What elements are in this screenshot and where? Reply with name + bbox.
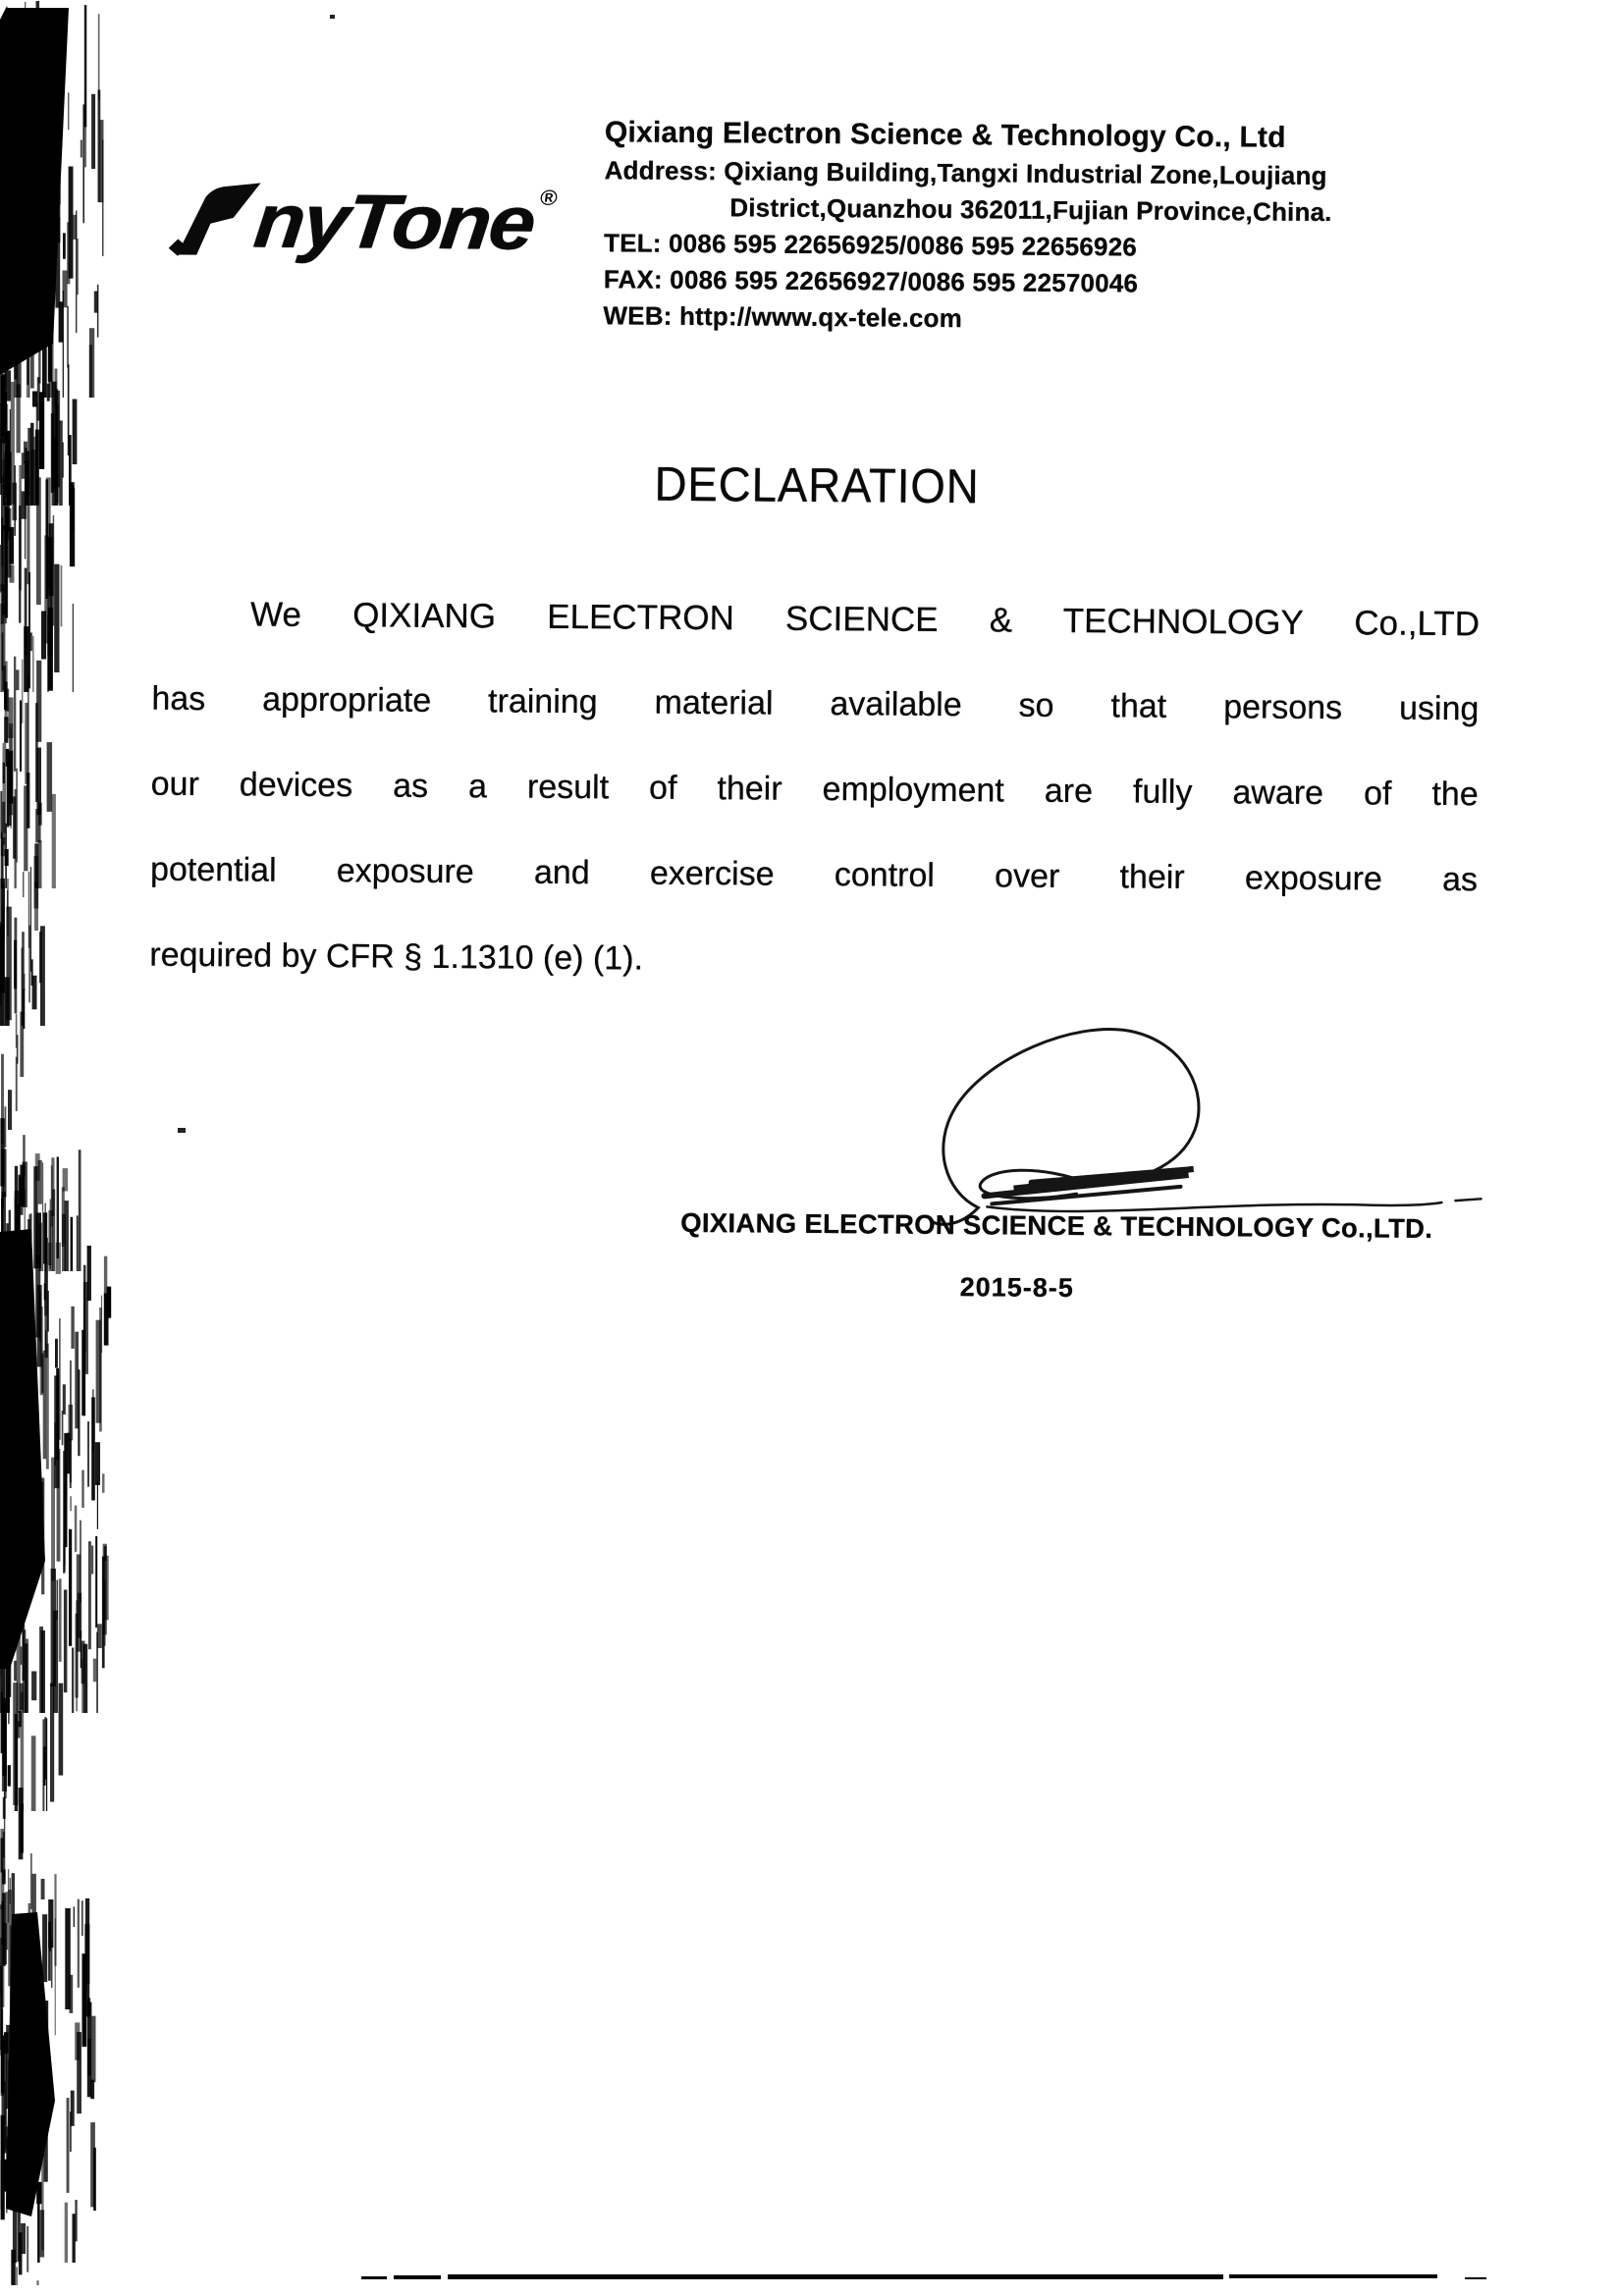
body-line: has appropriate training material available so that persons using [151, 679, 1480, 728]
address-line-2: District,Quanzhou 362011,Fujian Province,China. [729, 192, 1332, 228]
declaration-body [149, 571, 1480, 1009]
declaration-title: DECLARATION [654, 457, 980, 514]
bottom-scan-line [448, 2274, 1223, 2279]
bottom-scan-line [1465, 2277, 1486, 2279]
web-line: WEB: http://www.qx-tele.com [603, 300, 963, 334]
body-line: our devices as a result of their employment are fully aware of the [150, 765, 1479, 814]
tel-line: TEL: 0086 595 22656925/0086 595 22656926 [603, 228, 1138, 262]
registered-trademark-mark: ® [538, 185, 560, 210]
body-line: We QIXIANG ELECTRON SCIENCE & TECHNOLOGY Co.,LTD [249, 595, 1481, 644]
body-line: potential exposure and exercise control over their exposure as [149, 850, 1479, 899]
toner-speck [178, 1128, 186, 1133]
body-line: required by CFR § 1.1310 (e) (1). [149, 935, 644, 978]
anytone-logo-text: nyTone [249, 177, 539, 266]
letterhead-contact-block [603, 113, 1488, 341]
bottom-scan-line [361, 2276, 387, 2279]
signatory-company-name: QIXIANG ELECTRON SCIENCE & TECHNOLOGY Co.,LTD. [680, 1206, 1433, 1244]
anytone-logo [163, 175, 560, 268]
handwritten-signature [893, 999, 1484, 1232]
signature-date: 2015-8-5 [959, 1272, 1074, 1304]
fax-line: FAX: 0086 595 22656927/0086 595 22570046 [603, 264, 1139, 298]
bottom-scan-line [1229, 2274, 1437, 2278]
bottom-scan-line [394, 2275, 441, 2279]
declaration-title-wrap [153, 454, 1481, 519]
address-line-1: Address: Qixiang Building,Tangxi Industrial Zone,Loujiang [604, 155, 1327, 191]
toner-speck [330, 15, 335, 19]
company-name: Qixiang Electron Science & Technology Co., Ltd [604, 116, 1286, 154]
anytone-logo-a-mark [163, 175, 264, 266]
